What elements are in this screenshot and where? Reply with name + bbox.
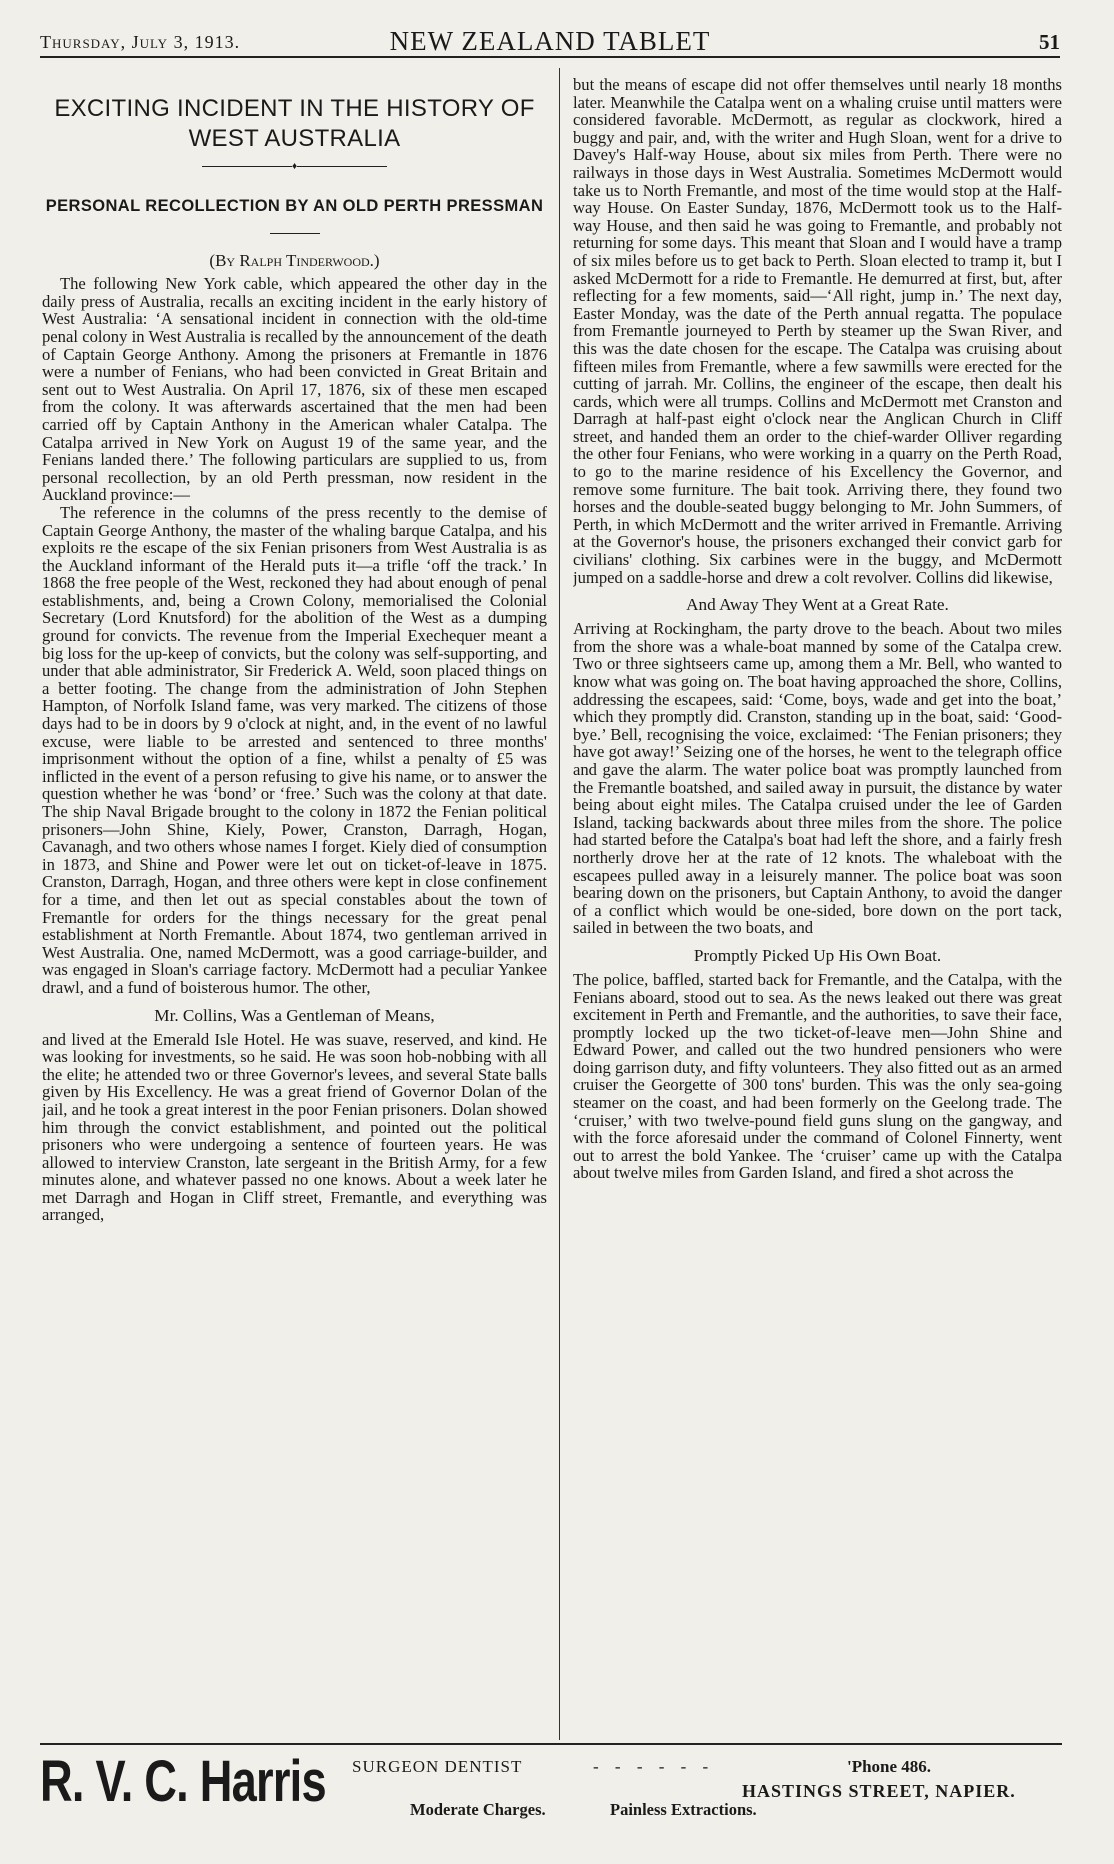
short-rule [270, 233, 320, 234]
section-heading: Mr. Collins, Was a Gentleman of Means, [154, 1005, 435, 1025]
section-heading: Promptly Picked Up His Own Boat. [693, 945, 942, 965]
newspaper-title: NEW ZEALAND TABLET [389, 26, 711, 56]
article-right-column [573, 76, 1062, 1733]
masthead [40, 26, 1060, 58]
article-headline: EXCITING INCIDENT IN THE HISTORY OF WEST AUSTRALIA [54, 95, 535, 152]
advert-charges: Moderate Charges. [410, 1800, 546, 1819]
paragraph: and lived at the Emerald Isle Hotel. He was suave, reserved, and kind. He was looking for investments, so he said. He was soon hob-nobbing with all the elite; he attended two or three Governor's levees, and several State balls given by His Excellency. He was a great friend of Governor Dolan of the jail, and he took a great interest in the poor Fenian prisoners. Dolan showed him through the convict establishment, and pointed out the political prisoners who were undergoing a sentence of fourteen years. He was allowed to interview Cranston, late sergeant in the British Army, for a few minutes alone, and whatever passed no one knows. About a week later he met Darragh and Hogan in Cliff street, Fremantle, and everything was arranged, [42, 1029, 547, 1225]
page-number: 51 [1039, 30, 1060, 54]
article-left-column [42, 76, 547, 1733]
article-subhead: PERSONAL RECOLLECTION BY AN OLD PERTH PRESSMAN [45, 196, 544, 215]
advert-extractions: Painless Extractions. [610, 1800, 757, 1819]
headline-ornament: ♦ [42, 158, 547, 176]
paragraph: The reference in the columns of the press recently to the demise of Captain George Anthony, the master of the whaling barque Catalpa, and his exploits re the escape of the six Fenian prisoners from West Australia is as the Auckland informant of the Herald puts it—a trifle ‘off the track.’ In 1868 the free people of the West, reckoned they had about enough of penal establishments, and, being a Crown Colony, memorialised the Colonial Secretary (Lord Knutsford) for the abolition of the West as a dumping ground for convicts. The revenue from the Imperial Exechequer meant a big loss for the up-keep of convicts, but the colony was self-supporting, and under that able administrator, Sir Frederick A. Weld, soon placed things on a better footing. The change from the administration of John Stephen Hampton, of Norfolk Island fame, was very marked. The citizens of those days had to be in doors by 9 o'clock at night, and, in the event of no lawful excuse, were liable to be arrested and sentenced to three months' imprisonment without the option of a fine, whilst a penalty of £5 was inflicted in the event of a person refusing to give his name, or to answer the question whether he was ‘bond’ or ‘free.’ Such was the colony at that date. The ship Naval Brigade brought to the colony in 1872 the Fenian political prisoners—John Shine, Kiely, Power, Cranston, Darragh, Hogan, Cavanagh, and two others whose names I forget. Kiely died of consumption in 1873, and Shine and Power were let out on ticket-of-leave in 1875. Cranston, Darragh, Hogan, and three others were kept in close confinement for a time, and then let out as special constables about the town of Fremantle for orders for the things necessary for the great penal establishment at North Fremantle. About 1874, two gentleman arrived in West Australia. One, named McDermott, was a good carriage-builder, and was engaged in Sloan's carriage factory. McDermott had a peculiar Yankee drawl, and a fund of boisterous humor. The other, [42, 502, 547, 997]
advert-rule [40, 1743, 1062, 1745]
advert-name: R. V. C. Harris [40, 1749, 326, 1814]
paragraph: Arriving at Rockingham, the party drove to the beach. About two miles from the shore was a whale-boat manned by some of the Catalpa crew. Two or three sightseers came up, among them a Mr. Bell, who wanted to know what was going on. The boat having approached the shore, Collins, addressing the escapees, said: ‘Come, boys, wade and get into the boat,’ which they promptly did. Cranston, standing up in the boat, said: ‘Good-bye.’ Bell, recognising the voice, exclaimed: ‘The Fenian prisoners; they have got away!’ Seizing one of the horses, he went to the telegraph office and gave the alarm. The water police boat was promptly launched from the Fremantle boatshed, and sailed away in pursuit, the distance by water being about eight miles. The Catalpa cruised under the lee of Garden Island, tacking backwards about three miles from the shore. The police had started before the Catalpa's boat had left the shore, and a fairly fresh northerly drove her at the rate of 12 knots. The whaleboat with the escapees pulled away in a leisurely manner. The police boat was soon bearing down on the prisoners, but Captain Anthony, to avoid the danger of a conflict which would be one-sided, bore down on the port tack, sailed in between the two boats, and [573, 619, 1062, 938]
paragraph: but the means of escape did not offer themselves until nearly 18 months later. Meanwhile the Catalpa went on a whaling cruise until matters were considered favorable. McDermott, as regular as clockwork, hired a buggy and pair, and, with the writer and Hugh Sloan, went for a drive to Davey's Half-way House, about six miles from Perth. There were no railways in those days in West Australia. Sometimes McDermott would take us to North Fremantle, and most of the time would stop at the Half-way House. On Easter Sunday, 1876, McDermott took us to the Half-way House, and then said he was going to Fremantle, and probably not returning for some days. This meant that Sloan and I would have a tramp of six miles before us to get back to Perth. Sloan elected to tramp it, but I asked McDermott for a ride to Fremantle. He demurred at first, but, after reflecting for a few moments, said—‘All right, jump in.’ The next day, Easter Monday, was the date of the Perth annual regatta. The populace from Fremantle journeyed to Perth by steamer up the Swan River, and this was the date chosen for the escape. The Catalpa was cruising about fifteen miles from Fremantle, where a few sawmills were erected for the cutting of jarrah. Mr. Collins, the engineer of the escape, then dealt his cards, which were all trumps. Collins and McDermott met Cranston and Darragh at half-past eight o'clock near the Anglican Church in Cliff street, and handed them an order to the chief-warder Olliver regarding the other four Fenians, who were working in a quarry on the Perth Road, to go to the marine residence of his Excellency the Governor, and remove some furniture. The bait took. Arriving there, they found two horses and the double-seated buggy belonging to Mr. John Summers, of Perth, in which McDermott and the writer arrived in Fremantle. Arriving at the Governor's house, the prisoners exchanged their convict garb for civilians' clothing. Six carbines were in the buggy, and McDermott jumped on a saddle-horse and drew a colt revolver. Collins did likewise, [573, 76, 1062, 587]
advert-leader-dashes: - - - - - - [593, 1757, 715, 1776]
column-divider [559, 68, 560, 1740]
advert-profession: SURGEON DENTIST [352, 1757, 523, 1776]
issue-date: Thursday, July 3, 1913. [40, 32, 241, 52]
advert-address: HASTINGS STREET, NAPIER. [742, 1781, 1016, 1801]
paragraph: The police, baffled, started back for Fremantle, and the Catalpa, with the Fenians aboard, stood out to sea. As the news leaked out there was great excitement in Perth and Fremantle, and the authorities, to save their face, promptly locked up the two ticket-of-leave men—John Shine and Edward Power, and called out the two hundred pensioners who were doing garrison duty, and fifty volunteers. They also fitted out as an armed cruiser the Georgette of 300 tons' burden. This was the only sea-going steamer on the coast, and had been formerly on the Geelong trade. The ‘cruiser,’ with two twelve-pound field guns slung on the gangway, and with the force aforesaid under the command of Colonel Finnerty, went out to arrest the bold Yankee. The ‘cruiser’ came up with the Catalpa about twelve miles from Garden Island, and fired a shot across the [573, 969, 1062, 1183]
paragraph: The following New York cable, which appeared the other day in the daily press of Australia, recalls an exciting incident in the early history of West Australia: ‘A sensational incident in connection with the old-time penal colony in West Australia is recalled by the announcement of the death of Captain George Anthony. Among the prisoners at Fremantle in 1876 were a number of Fenians, who had been convicted in Great Britain and sent out to West Australia. On April 17, 1876, six of these men escaped from the colony. It was afterwards ascertained that the men had been carried off by Captain Anthony in the American whaler Catalpa. The Catalpa arrived in New York on August 19 of the same year, and the Fenians landed there.’ The following particulars are supplied to us, from personal recollection, by an old Perth pressman, now resident in the Auckland province:— [42, 274, 547, 505]
advert-phone: 'Phone 486. [847, 1757, 932, 1776]
byline: (By Ralph Tinderwood.) [209, 250, 380, 270]
section-heading: And Away They Went at a Great Rate. [686, 595, 949, 615]
